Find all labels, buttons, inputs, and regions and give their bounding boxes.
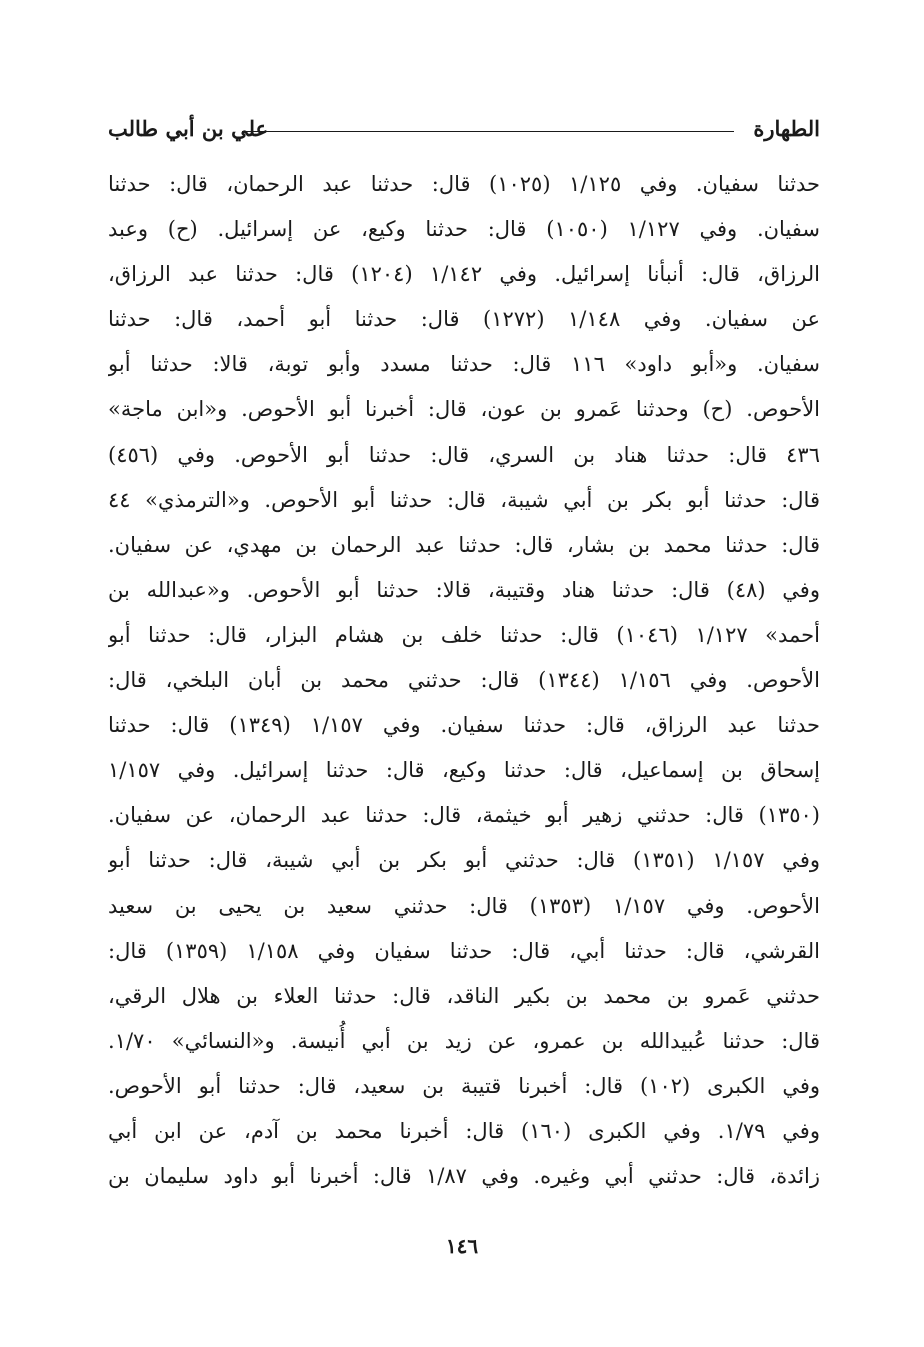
body-text (108, 162, 820, 1199)
text-line: القرشي، قال: حدثنا أبي، قال: حدثنا سفيان وفي ١/١٥٨ (١٣٥٩) قال: (108, 938, 820, 963)
text-line: الأحوص. (ح) وحدثنا عَمرو بن عون، قال: أخبرنا أبو الأحوص. و«ابن ماجة» (108, 397, 820, 422)
page-number: ١٤٦ (445, 1234, 479, 1258)
text-line: قال: حدثنا عُبيدالله بن عمرو، عن زيد بن أبي أُنيسة. و«النسائي» ١/٧٠. (108, 1028, 820, 1053)
text-line: وفي ١/١٥٧ (١٣٥١) قال: حدثني أبو بكر بن أبي شيبة، قال: حدثنا أبو (108, 848, 820, 873)
text-line: وفي الكبرى (١٠٢) قال: أخبرنا قتيبة بن سعيد، قال: حدثنا أبو الأحوص. (108, 1073, 820, 1098)
text-line: قال: حدثنا محمد بن بشار، قال: حدثنا عبد الرحمان بن مهدي، عن سفيان. (108, 532, 820, 557)
text-line: الأحوص. وفي ١/١٥٦ (١٣٤٤) قال: حدثني محمد بن أبان البلخي، قال: (108, 668, 820, 693)
text-line: زائدة، قال: حدثني أبي وغيره. وفي ١/٨٧ قال: أخبرنا أبو داود سليمان بن (108, 1164, 820, 1189)
text-line: أحمد» ١/١٢٧ (١٠٤٦) قال: حدثنا خلف بن هشام البزار، قال: حدثنا أبو (108, 622, 820, 647)
running-header (108, 112, 820, 146)
text-line: وفي (٤٨) قال: حدثنا هناد وقتيبة، قالا: حدثنا أبو الأحوص. و«عبدالله بن (108, 577, 820, 602)
text-line: وفي ١/٧٩. وفي الكبرى (١٦٠) قال: أخبرنا محمد بن آدم، عن ابن أبي (108, 1118, 820, 1143)
text-line: حدثنا سفيان. وفي ١/١٢٥ (١٠٢٥) قال: حدثنا عبد الرحمان، قال: حدثنا (108, 172, 820, 196)
text-line: سفيان. وفي ١/١٢٧ (١٠٥٠) قال: حدثنا وكيع، عن إسرائيل. (ح) وعبد (108, 217, 820, 242)
text-line: سفيان. و«أبو داود» ١١٦ قال: حدثنا مسدد وأبو توبة، قالا: حدثنا أبو (108, 352, 820, 377)
text-line: حدثني عَمرو بن محمد بن بكير الناقد، قال: حدثنا العلاء بن هلال الرقي، (108, 983, 820, 1008)
text-line: الرزاق، قال: أنبأنا إسرائيل. وفي ١/١٤٢ (١٢٠٤) قال: حدثنا عبد الرزاق، (108, 262, 820, 287)
header-chapter-title: الطهارة (753, 116, 820, 141)
text-line: ٤٣٦ قال: حدثنا هناد بن السري، قال: حدثنا أبو الأحوص. وفي (٤٥٦) (108, 442, 820, 467)
text-line: إسحاق بن إسماعيل، قال: حدثنا وكيع، قال: حدثنا إسرائيل. وفي ١/١٥٧ (108, 758, 820, 783)
text-line: قال: حدثنا أبو بكر بن أبي شيبة، قال: حدثنا أبو الأحوص. و«الترمذي» ٤٤ (108, 487, 820, 512)
text-line: الأحوص. وفي ١/١٥٧ (١٣٥٣) قال: حدثني سعيد بن يحيى بن سعيد (108, 893, 820, 918)
text-line: عن سفيان. وفي ١/١٤٨ (١٢٧٢) قال: حدثنا أبو أحمد، قال: حدثنا (108, 307, 820, 332)
text-line: (١٣٥٠) قال: حدثني زهير أبو خيثمة، قال: حدثنا عبد الرحمان، عن سفيان. (108, 803, 820, 828)
header-section-title: علي بن أبي طالب (108, 116, 269, 141)
text-line: حدثنا عبد الرزاق، قال: حدثنا سفيان. وفي ١/١٥٧ (١٣٤٩) قال: حدثنا (108, 713, 820, 738)
header-rule (242, 131, 734, 132)
